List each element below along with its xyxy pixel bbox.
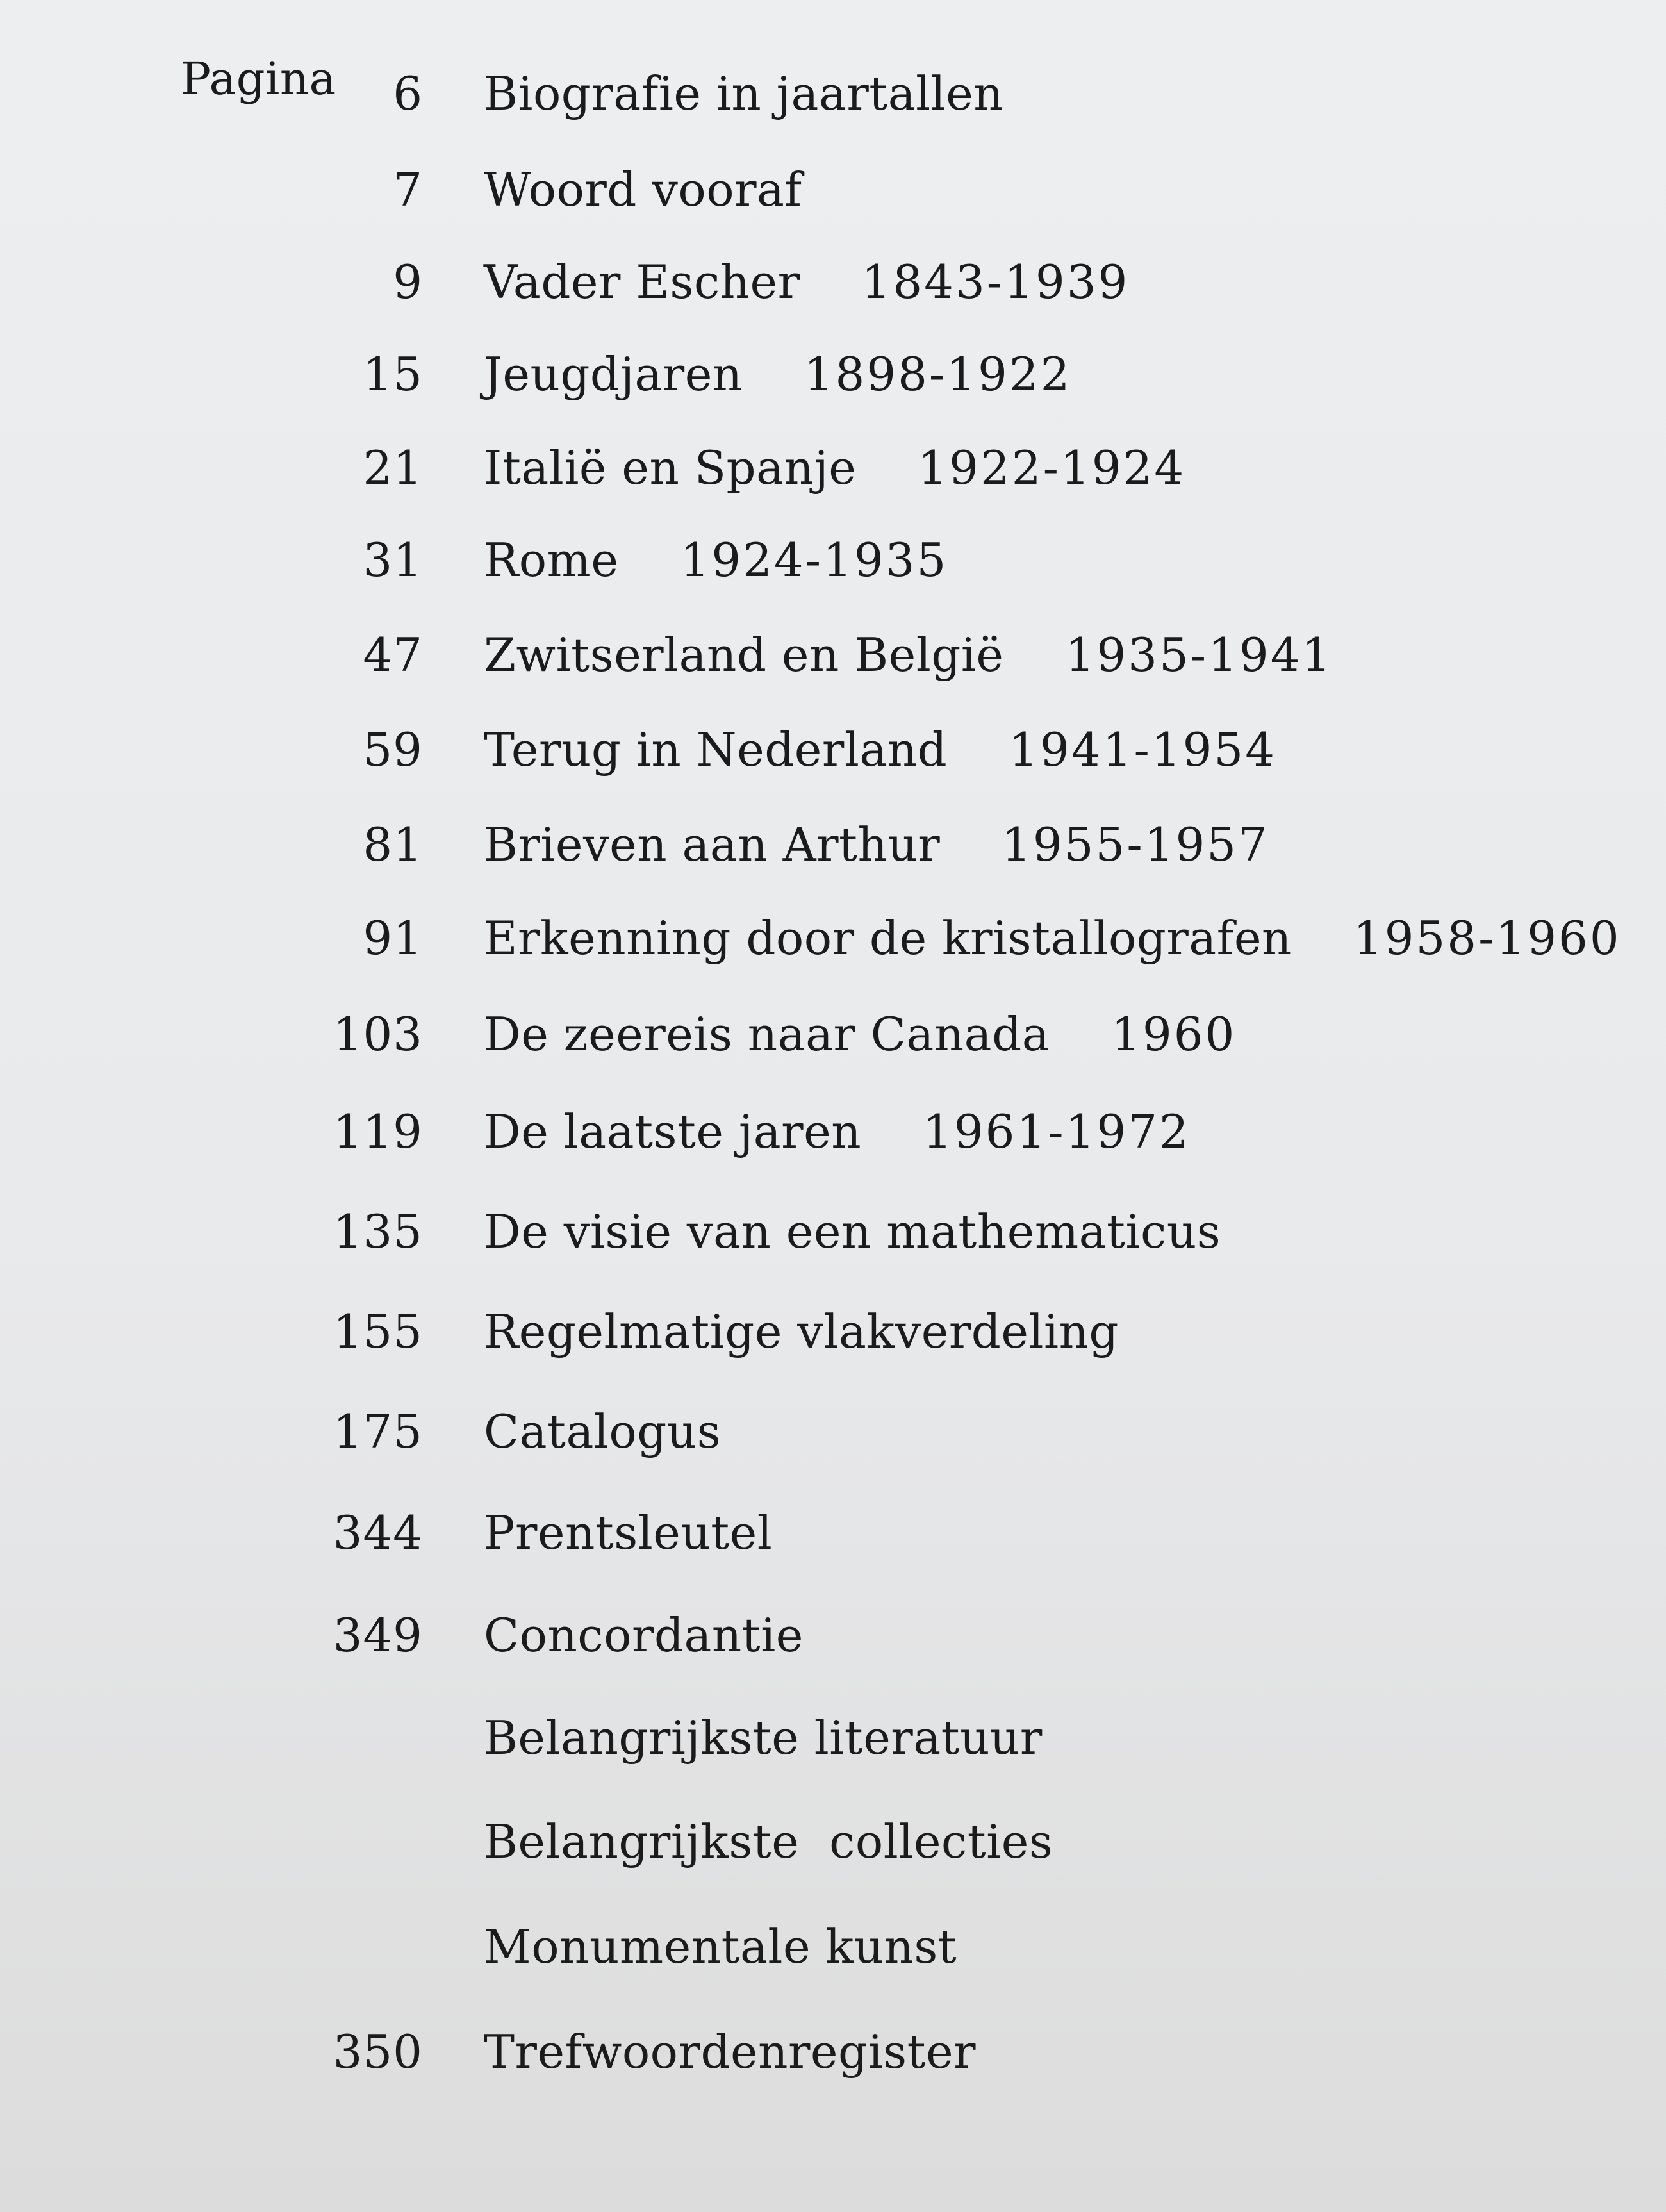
toc-title-text: Belangrijkste literatuur (484, 1711, 1043, 1765)
toc-years: 1960 (1111, 1007, 1237, 1061)
toc-entry (0, 1815, 1666, 1876)
toc-page-number: 47 (363, 628, 423, 682)
toc-years: 1898-1922 (804, 347, 1072, 401)
toc-entry (0, 911, 1666, 973)
toc-page-number: 119 (333, 1105, 423, 1159)
toc-entry (0, 347, 1666, 409)
toc-title-text: Jeugdjaren (484, 347, 743, 401)
toc-title (484, 1405, 782, 1458)
toc-entry (0, 818, 1666, 879)
toc-title (484, 2025, 1037, 2079)
toc-page-number: 59 (363, 723, 423, 777)
toc-entry (0, 1007, 1666, 1069)
toc-title (484, 1711, 1104, 1765)
toc-title (484, 628, 1333, 682)
toc-years: 1924-1935 (680, 533, 948, 587)
toc-title-text: Zwitserland en België (484, 628, 1004, 682)
toc-title (484, 347, 1072, 401)
toc-page-number: 6 (393, 67, 423, 120)
toc-page-number: 350 (333, 2025, 423, 2079)
toc-years: 1958-1960 (1353, 911, 1621, 965)
toc-title-text: Biografie in jaartallen (484, 67, 1004, 120)
toc-entry (0, 1506, 1666, 1567)
toc-title (484, 1105, 1191, 1159)
toc-page-number: 7 (393, 163, 423, 217)
toc-entry (0, 723, 1666, 784)
toc-years: 1843-1939 (861, 255, 1130, 309)
toc-entry (0, 67, 1666, 128)
toc-years: 1922-1924 (918, 441, 1186, 495)
toc-title-text: Trefwoordenregister (484, 2025, 977, 2079)
toc-title-text: Regelmatige vlakverdeling (484, 1305, 1119, 1358)
toc-title (484, 1007, 1237, 1061)
toc-title (484, 818, 1269, 871)
toc-page-number: 155 (333, 1305, 423, 1358)
toc-entry (0, 1305, 1666, 1366)
toc-title-text: Terug in Nederland (484, 723, 948, 777)
toc-title (484, 723, 1277, 777)
toc-entry (0, 255, 1666, 317)
toc-entry (0, 628, 1666, 689)
pagina-label: Pagina (181, 53, 336, 105)
toc-years: 1935-1941 (1065, 628, 1333, 682)
toc-title (484, 1920, 1018, 1974)
toc-title-text: Catalogus (484, 1405, 722, 1458)
toc-title (484, 1506, 834, 1560)
toc-title-text: Woord vooraf (484, 163, 802, 217)
toc-title-text: Belangrijkste collecties (484, 1815, 1053, 1869)
toc-page-number: 349 (333, 1608, 423, 1662)
toc-entry (0, 533, 1666, 595)
toc-title (484, 255, 1130, 309)
toc-title (484, 441, 1186, 495)
toc-entry (0, 1105, 1666, 1166)
toc-page-number: 344 (333, 1506, 423, 1560)
toc-page-number: 135 (333, 1205, 423, 1259)
toc-entry (0, 441, 1666, 502)
toc-title (484, 67, 1065, 120)
toc-page-number: 81 (363, 818, 423, 871)
toc-title-text: De visie van een mathematicus (484, 1205, 1221, 1259)
toc-page-number: 31 (363, 533, 423, 587)
toc-entry (0, 1711, 1666, 1772)
toc-title (484, 911, 1621, 965)
toc-entry (0, 1205, 1666, 1266)
toc-years: 1955-1957 (1002, 818, 1269, 871)
toc-title-text: Brieven aan Arthur (484, 818, 941, 871)
toc-title-text: De zeereis naar Canada (484, 1007, 1050, 1061)
toc-page-number: 15 (363, 347, 423, 401)
toc-title (484, 163, 864, 217)
toc-entry (0, 1405, 1666, 1466)
toc-title-text: Italië en Spanje (484, 441, 857, 495)
toc-title-text: Rome (484, 533, 619, 587)
toc-title-text: Vader Escher (484, 255, 800, 309)
toc-title-text: De laatste jaren (484, 1105, 862, 1159)
toc-title-text: Erkenning door de kristallografen (484, 911, 1292, 965)
toc-title (484, 1205, 1282, 1259)
toc-years: 1941-1954 (1009, 723, 1277, 777)
toc-title-text: Prentsleutel (484, 1506, 773, 1560)
toc-entry (0, 1920, 1666, 1981)
toc-title (484, 1305, 1180, 1358)
toc-entry (0, 163, 1666, 224)
toc-entry (0, 2025, 1666, 2086)
toc-page-number: 9 (393, 255, 423, 309)
toc-title-text: Monumentale kunst (484, 1920, 957, 1974)
toc-title-text: Concordantie (484, 1608, 804, 1662)
toc-page-number: 175 (333, 1405, 423, 1458)
toc-page-number: 91 (363, 911, 423, 965)
toc-title (484, 533, 948, 587)
toc-page-number: 21 (363, 441, 423, 495)
toc-years: 1961-1972 (923, 1105, 1191, 1159)
toc-entry (0, 1608, 1666, 1670)
toc-title (484, 1608, 865, 1662)
toc-title (484, 1815, 1114, 1869)
toc-page-number: 103 (333, 1007, 423, 1061)
